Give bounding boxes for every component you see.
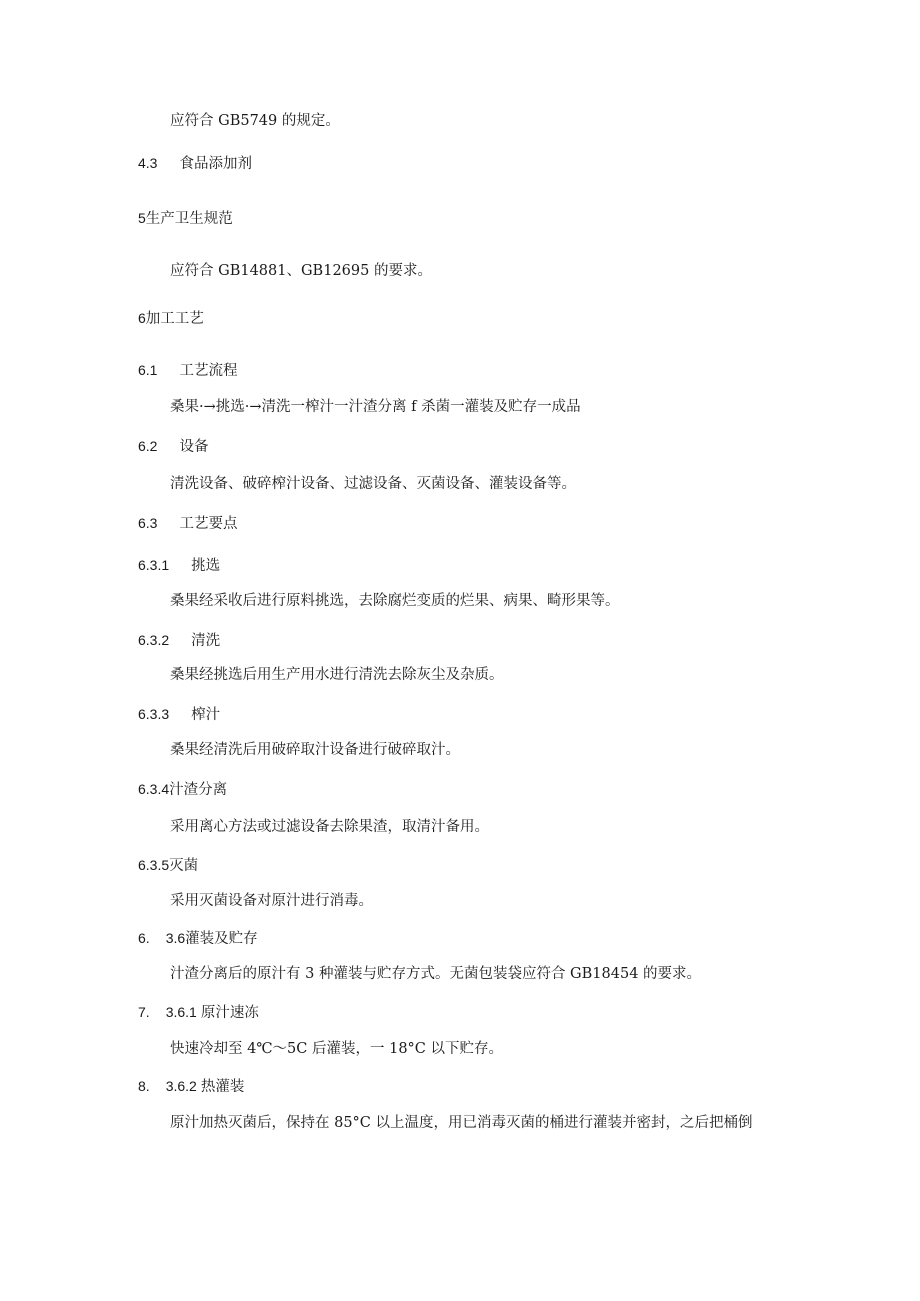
paragraph-text: 采用灭菌设备对原汁进行消毒。 bbox=[170, 893, 373, 909]
paragraph bbox=[170, 1114, 753, 1132]
paragraph bbox=[170, 592, 620, 610]
section-number: 6.3.4 bbox=[138, 781, 170, 797]
section-number: 4.3 bbox=[138, 155, 158, 171]
paragraph bbox=[170, 112, 340, 130]
paragraph bbox=[170, 818, 489, 836]
section-title: 灭菌 bbox=[169, 858, 199, 874]
section-number: 6.2 bbox=[138, 438, 158, 454]
section-number: 6.3.2 bbox=[138, 632, 170, 648]
section-number: 6.3.1 bbox=[138, 557, 170, 573]
paragraph-text: 采用离心方法或过滤设备去除果渣，取清汁备用。 bbox=[170, 819, 489, 835]
subsection-heading bbox=[138, 1003, 259, 1022]
subsection-heading bbox=[138, 1077, 244, 1096]
section-title: 灌装及贮存 bbox=[185, 931, 258, 947]
section-heading bbox=[138, 154, 252, 173]
section-title: 加工工艺 bbox=[145, 311, 204, 327]
section-number: 6.3 bbox=[138, 515, 158, 531]
paragraph bbox=[170, 741, 460, 759]
paragraph-text: 快速冷却至 4℃～5C 后灌装，一 18°C 以下贮存。 bbox=[170, 1041, 503, 1057]
paragraph-text: 原汁加热灭菌后，保持在 85°C 以上温度，用已消毒灭菌的桶进行灌装并密封，之后把桶倒 bbox=[170, 1115, 753, 1131]
paragraph-text: 汁渣分离后的原汁有 3 种灌装与贮存方式。无菌包装袋应符合 GB18454 的要求。 bbox=[170, 966, 702, 982]
section-title: 挑选 bbox=[191, 558, 221, 574]
section-number: 6.3.5 bbox=[138, 857, 170, 873]
paragraph-text: 桑果经清洗后用破碎取汁设备进行破碎取汁。 bbox=[170, 742, 460, 758]
section-number: 6.1 bbox=[138, 362, 158, 378]
paragraph-text: 清洗设备、破碎榨汁设备、过滤设备、灭菌设备、灌装设备等。 bbox=[170, 476, 576, 492]
paragraph-text: 桑果经采收后进行原料挑选，去除腐烂变质的烂果、病果、畸形果等。 bbox=[170, 593, 620, 609]
section-title: 生产卫生规范 bbox=[145, 211, 233, 227]
section-title: 工艺要点 bbox=[179, 516, 238, 532]
section-number: 3.6 bbox=[165, 930, 186, 946]
paragraph bbox=[170, 1040, 503, 1058]
process-flow bbox=[170, 398, 581, 416]
paragraph-text: 桑果经挑选后用生产用水进行清洗去除灰尘及杂质。 bbox=[170, 667, 504, 683]
section-title: 热灌装 bbox=[200, 1079, 245, 1095]
section-heading bbox=[138, 361, 237, 380]
paragraph bbox=[170, 892, 373, 910]
section-title: 清洗 bbox=[191, 633, 221, 649]
section-title: 工艺流程 bbox=[179, 363, 238, 379]
paragraph-text: 应符合 GB5749 的规定。 bbox=[170, 113, 340, 129]
subsection-heading bbox=[138, 929, 258, 948]
subsection-heading bbox=[138, 631, 220, 650]
subsection-heading bbox=[138, 856, 198, 875]
paragraph-text: 桑果·→挑选·→清洗一榨汁一汁渣分离 f 杀菌一灌装及贮存一成品 bbox=[170, 399, 581, 415]
paragraph-text: 应符合 GB14881、GB12695 的要求。 bbox=[170, 263, 432, 279]
section-number: 6 bbox=[138, 310, 146, 326]
section-title: 设备 bbox=[179, 439, 209, 455]
section-title: 食品添加剂 bbox=[179, 156, 252, 172]
list-number: 8. bbox=[138, 1078, 150, 1094]
paragraph bbox=[170, 965, 701, 983]
section-number: 6.3.3 bbox=[138, 706, 170, 722]
list-number: 7. bbox=[138, 1004, 150, 1020]
section-number: 5 bbox=[138, 210, 146, 226]
section-number: 3.6.1 bbox=[165, 1004, 197, 1020]
subsection-heading bbox=[138, 556, 220, 575]
section-heading bbox=[138, 514, 237, 533]
list-number: 6. bbox=[138, 930, 150, 946]
section-heading bbox=[138, 209, 233, 228]
subsection-heading bbox=[138, 780, 227, 799]
section-title: 榨汁 bbox=[191, 707, 221, 723]
section-title: 原汁速冻 bbox=[200, 1005, 259, 1021]
paragraph bbox=[170, 262, 432, 280]
section-title: 汁渣分离 bbox=[169, 782, 228, 798]
section-heading bbox=[138, 437, 208, 456]
section-number: 3.6.2 bbox=[165, 1078, 197, 1094]
paragraph bbox=[170, 666, 504, 684]
section-heading bbox=[138, 309, 204, 328]
paragraph bbox=[170, 475, 576, 493]
subsection-heading bbox=[138, 705, 220, 724]
